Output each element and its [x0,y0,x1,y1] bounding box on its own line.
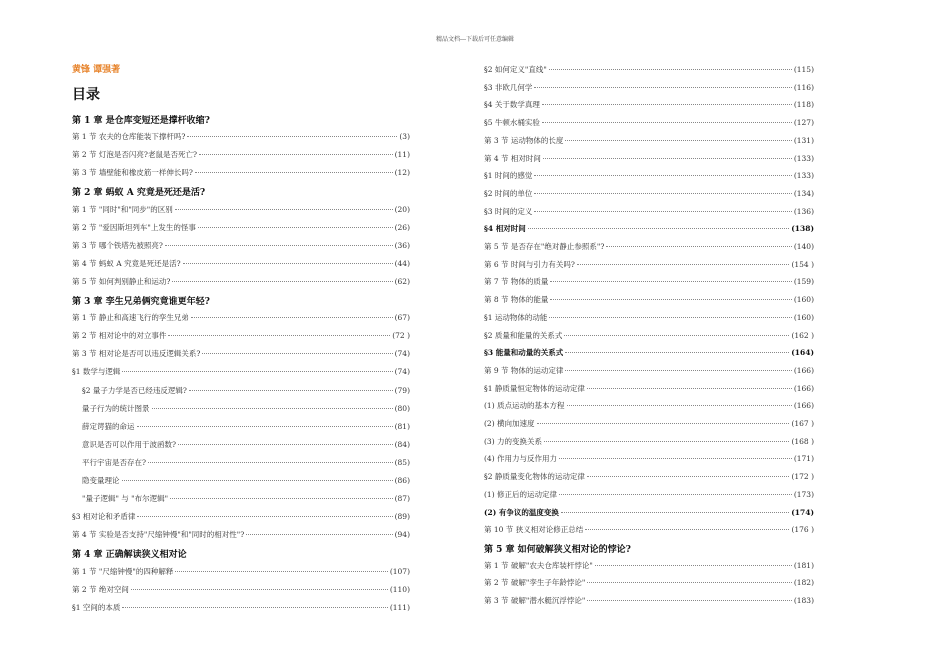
toc-entry [484,64,814,75]
dot-leader [191,317,393,318]
dot-leader [542,122,792,123]
dot-leader [559,494,792,495]
dot-leader [544,441,789,442]
toc-entry [484,117,814,128]
toc-entry-label: §1 静质量恒定物体的运动定律 [484,383,585,393]
dot-leader [131,589,388,590]
dot-leader [195,172,393,173]
toc-entry-page: (84) [394,439,410,449]
toc-chapter-heading: 第 5 章 如何破解狭义相对论的悖论? [484,544,631,555]
toc-entry-page: (3) [399,132,410,142]
toc-entry [484,595,814,606]
toc-entry-label: 第 3 节 相对论是否可以违反逻辑关系? [72,349,201,359]
toc-entry-label: §1 时间的感觉 [484,171,533,181]
toc-entry-page: (159) [793,277,814,287]
toc-entry-label: 第 2 节 "爱因斯坦列车"上发生的怪事 [72,222,196,232]
author-line: 黄锋 谭强著 [72,65,121,75]
dot-leader [168,335,390,336]
toc-entry-page: (134) [793,188,814,198]
toc-entry [484,312,814,323]
toc-entry-page: (111) [389,602,410,612]
dot-leader [170,498,393,499]
dot-leader [587,600,792,601]
toc-entry-page: (89) [394,512,410,522]
toc-entry-page: (160) [793,312,814,322]
toc-entry-page: (67) [394,313,410,323]
toc-entry-label: §5 牛顿水桶实验 [484,118,540,128]
toc-entry [484,383,814,394]
dot-leader [565,140,791,141]
dot-leader [559,458,792,459]
toc-entry [72,439,410,450]
toc-entry-label: 第 2 节 相对论中的对立事件 [72,331,167,341]
toc-entry-label: 第 3 节 破解"潜水艇沉浮悖论" [484,596,586,605]
toc-entry [72,475,410,486]
toc-entry-label: §2 如何定义"直线" [484,65,547,74]
toc-entry-page: (94) [394,530,410,540]
toc-entry-page: (133) [793,153,814,163]
toc-entry [484,365,814,376]
toc-entry-label: 第 3 节 哪个铁塔先被照亮? [72,240,163,250]
dot-leader [187,136,397,137]
toc-entry-page: (115) [793,65,814,74]
toc-entry [484,524,814,535]
toc-entry [72,529,410,540]
toc-entry [72,149,410,160]
dot-leader [595,565,792,566]
toc-entry-label: §3 时间的定义 [484,206,533,216]
dot-leader [165,245,393,246]
dot-leader [550,299,791,300]
dot-leader [148,462,393,463]
toc-entry [484,294,814,305]
toc-entry [484,436,814,447]
toc-chapter-heading: 第 1 章 是仓库变短还是撑杆收缩? [72,116,210,126]
dot-leader [534,87,791,88]
toc-entry-label: (1) 质点运动的基本方程 [484,401,565,411]
toc-entry-page: (131) [793,135,814,145]
toc-entry-label: 第 3 节 墙壁能和橡皮筋一样伸长吗? [72,168,193,178]
toc-entry-label: §2 质量和能量的关系式 [484,330,563,340]
toc-entry [72,167,410,178]
dot-leader [122,480,393,481]
dot-leader [137,426,393,427]
dot-leader [122,607,387,608]
dot-leader [122,371,392,372]
toc-entry-label: 第 4 节 相对时间 [484,153,541,163]
toc-entry-label: (4) 作用力与反作用力 [484,454,558,464]
toc-entry [484,153,814,164]
dot-leader [587,582,792,583]
toc-entry-label: 第 2 节 绝对空间 [72,584,129,594]
dot-leader [549,69,792,70]
toc-entry-label: 第 2 节 破解"孪生子年龄悖论" [484,578,586,588]
toc-entry-label: §4 关于数学真理 [484,100,540,110]
toc-entry-page: (168 ) [791,436,814,446]
dot-leader [175,571,388,572]
dot-leader [550,281,791,282]
dot-leader [152,408,393,409]
toc-entry-label: 第 1 节 "同时"和"同步"的区别 [72,204,173,214]
toc-entry-label: 量子行为的统计图景 [82,403,150,413]
toc-entry [72,312,410,323]
toc-entry [484,170,814,181]
toc-entry-page: (85) [394,457,410,467]
dot-leader [564,335,789,336]
toc-entry-page: (160) [793,295,814,305]
toc-entry-label: 第 6 节 时间与引力有关吗? [484,259,575,269]
toc-entry-page: (176 ) [791,525,814,535]
toc-entry [484,259,814,270]
dot-leader [577,264,789,265]
dot-leader [534,211,791,212]
toc-entry-label: 平行宇宙是否存在? [82,457,147,467]
toc-title: 目录 [72,87,100,103]
toc-entry-page: (127) [793,118,814,128]
toc-entry [72,348,410,359]
toc-entry-label: §1 运动物体的动能 [484,312,548,322]
toc-entry-page: (181) [793,560,814,570]
toc-entry-page: (110) [389,584,410,594]
toc-entry [72,240,410,251]
toc-entry-label: 第 2 节 灯泡是否闪亮?老鼠是否死亡? [72,150,197,160]
dot-leader [189,390,393,391]
toc-entry-page: (26) [394,222,410,232]
toc-entry-label: 第 1 节 "尺缩钟慢"的四种解释 [72,566,174,576]
toc-entry [484,471,814,482]
toc-entry [72,385,410,396]
dot-leader [534,175,791,176]
toc-entry-page: (166) [793,383,814,393]
toc-entry-label: 第 4 节 实验是否支持"尺缩钟慢"和"同时的相对性"? [72,530,245,540]
dot-leader [565,352,789,353]
toc-entry [484,453,814,464]
toc-entry [484,135,814,146]
toc-entry [72,366,410,377]
toc-entry-label: 意识是否可以作用于波函数? [82,439,177,449]
toc-entry-page: (116) [793,82,814,92]
toc-entry [72,258,410,269]
toc-entry-label: 第 7 节 物体的质量 [484,277,549,287]
toc-entry-label: §4 相对时间 [484,224,526,234]
toc-entry-label: 隐变量理论 [82,476,120,485]
toc-entry-page: (183) [793,596,814,605]
toc-entry-page: (166) [793,401,814,411]
toc-entry [484,276,814,287]
toc-entry [72,602,410,613]
toc-entry-page: (36) [394,240,410,250]
toc-entry-label: §1 数学与逻辑 [72,367,121,377]
dot-leader [246,534,392,535]
toc-entry [484,188,814,199]
dot-leader [137,516,392,517]
toc-entry [484,577,814,588]
toc-entry-page: (162 ) [791,330,814,340]
toc-entry-page: (20) [394,204,410,214]
page-header: 精品文档---下载后可任意编辑 [435,36,515,43]
dot-leader [542,104,792,105]
toc-entry-page: (86) [394,476,410,485]
toc-entry-page: (74) [394,349,410,359]
toc-entry-page: (133) [793,171,814,181]
toc-entry-page: (171) [793,454,814,464]
toc-entry-page: (164) [791,348,814,358]
toc-entry-page: (44) [394,258,410,268]
toc-entry-page: (118) [793,100,814,110]
toc-entry [484,507,814,518]
toc-entry-label: 第 1 节 农夫的仓库能装下撑杆吗? [72,132,186,142]
toc-entry [484,400,814,411]
dot-leader [199,154,393,155]
dot-leader [549,317,791,318]
dot-leader [587,388,792,389]
toc-entry [72,204,410,215]
toc-entry-label: (2) 有争议的温度变换 [484,507,559,517]
toc-entry [484,330,814,341]
toc-entry-label: 第 9 节 物体的运动定律 [484,365,564,375]
toc-entry-page: (154 ) [791,259,814,269]
toc-entry [484,241,814,252]
toc-entry [72,330,410,341]
toc-entry-label: (1) 修正后的运动定律 [484,489,558,499]
toc-entry-label: (2) 横向加速度 [484,419,535,428]
toc-entry [72,457,410,468]
dot-leader [587,476,790,477]
dot-leader [172,281,392,282]
toc-entry [484,418,814,429]
toc-entry [72,493,410,504]
toc-entry [484,560,814,571]
dot-leader [537,423,790,424]
dot-leader [567,405,792,406]
toc-entry-page: (87) [394,494,410,504]
dot-leader [565,370,791,371]
toc-entry [72,584,410,595]
toc-entry [72,421,410,432]
toc-entry-label: §3 能量和动量的关系式 [484,348,564,358]
toc-entry-page: (62) [394,276,410,286]
toc-entry [72,566,410,577]
toc-entry-page: (173) [793,489,814,499]
dot-leader [202,353,392,354]
toc-entry-label: (3) 力的变换关系 [484,436,543,446]
toc-entry-label: "量子逻辑" 与 "布尔逻辑" [82,494,169,504]
toc-entry [72,511,410,522]
toc-entry [484,223,814,234]
toc-entry-label: §2 静质量变化物体的运动定律 [484,472,585,482]
toc-entry-label: §3 相对论和矛盾律 [72,512,136,522]
toc-entry [484,206,814,217]
toc-entry [484,99,814,110]
dot-leader [606,246,791,247]
toc-entry [72,276,410,287]
toc-entry-label: 第 4 节 蚂蚁 A 究竟是死还是活? [72,258,181,268]
dot-leader [183,263,393,264]
toc-entry-label: 第 5 节 如何判别静止和运动? [72,276,171,286]
toc-chapter-heading: 第 3 章 孪生兄弟俩究竟谁更年轻? [72,297,210,307]
toc-entry-page: (167 ) [791,419,814,428]
dot-leader [178,444,393,445]
toc-entry-label: 第 1 节 静止和高速飞行的孪生兄弟 [72,313,189,323]
toc-entry-label: §1 空间的本质 [72,602,121,612]
toc-entry-label: 第 1 节 破解"农夫仓库装杆悖论" [484,560,593,570]
toc-entry-page: (12) [394,168,410,178]
toc-entry-label: §2 量子力学是否已经违反逻辑? [82,385,187,395]
toc-entry-page: (11) [394,150,410,160]
toc-entry-page: (166) [793,365,814,375]
toc-entry-page: (72 ) [392,331,410,341]
toc-entry-label: 薛定谔猫的命运 [82,421,135,431]
toc-entry [72,403,410,414]
toc-entry-page: (140) [793,242,814,251]
toc-entry-label: 第 5 节 是否存在"绝对静止参照系"? [484,242,605,251]
dot-leader [585,529,789,530]
toc-entry-label: §3 非欧几何学 [484,82,533,92]
toc-entry-page: (107) [389,566,410,576]
toc-chapter-heading: 第 2 章 蚂蚁 A 究竟是死还是活? [72,188,206,199]
dot-leader [543,158,792,159]
dot-leader [528,228,789,229]
toc-entry-page: (172 ) [791,472,814,482]
toc-entry-page: (81) [394,421,410,431]
dot-leader [198,227,393,228]
toc-entry-page: (74) [394,367,410,377]
dot-leader [561,512,789,513]
toc-chapter-heading: 第 4 章 正确解读狭义相对论 [72,550,187,561]
toc-entry-label: §2 时间的单位 [484,188,533,198]
toc-entry-page: (80) [394,403,410,413]
toc-entry [72,131,410,142]
toc-entry [72,222,410,233]
toc-entry-page: (138) [791,224,814,234]
toc-entry-page: (79) [394,385,410,395]
dot-leader [534,193,791,194]
toc-entry [484,82,814,93]
toc-entry-label: 第 10 节 狭义相对论修正总结 [484,525,584,535]
toc-entry-page: (136) [793,206,814,216]
toc-entry-page: (182) [793,578,814,588]
toc-entry [484,347,814,358]
toc-entry [484,489,814,500]
dot-leader [175,209,393,210]
toc-entry-label: 第 3 节 运动物体的长度 [484,135,564,145]
toc-entry-page: (174) [791,507,814,517]
toc-entry-label: 第 8 节 物体的能量 [484,295,549,305]
